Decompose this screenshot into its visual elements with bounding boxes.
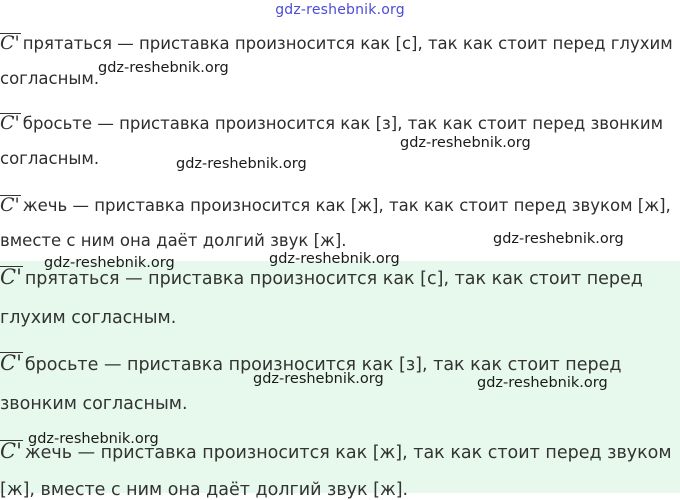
site-header: gdz-reshebnik.org — [275, 2, 405, 18]
entry-text-cont: вместе с ним она даёт долгий звук [ж]. — [0, 231, 347, 250]
entry-text: — приставка произносится как [ж], так как стоит перед звуком [ж], — [72, 196, 671, 215]
watermark: gdz-reshebnik.org — [28, 431, 159, 447]
entry-text-cont: согласным. — [0, 149, 100, 168]
watermark: gdz-reshebnik.org — [477, 375, 608, 391]
prefix-symbol: C' — [0, 265, 22, 289]
entry-text: — приставка произносится как [с], так как стоит перед — [125, 269, 643, 289]
prefix-symbol: C' — [0, 112, 20, 134]
entry-text-cont: звонким согласным. — [0, 394, 188, 414]
prefix-symbol: C' — [0, 32, 20, 54]
entry-text-cont: согласным. — [0, 69, 100, 88]
entry-word: бросьте — [22, 114, 93, 133]
prefix-symbol: C' — [0, 439, 22, 463]
watermark: gdz-reshebnik.org — [400, 135, 531, 151]
entry-text: — приставка произносится как [ж], так как стоит перед звуком — [77, 443, 672, 463]
watermark: gdz-reshebnik.org — [176, 156, 307, 172]
watermark: gdz-reshebnik.org — [44, 255, 175, 271]
entry-text: — приставка произносится как [з], так как стоит перед звонким — [97, 114, 664, 133]
watermark: gdz-reshebnik.org — [253, 371, 384, 387]
watermark: gdz-reshebnik.org — [269, 251, 400, 267]
entry-text: — приставка произносится как [с], так как стоит перед глухим — [117, 34, 673, 53]
entry-text-cont: [ж], вместе с ним она даёт долгий звук [ж]. — [0, 480, 409, 500]
entry-word: бросьте — [24, 355, 99, 375]
entry-word: прятаться — [22, 34, 113, 53]
entry-word: жечь — [24, 443, 73, 463]
watermark: gdz-reshebnik.org — [493, 231, 624, 247]
watermark: gdz-reshebnik.org — [98, 60, 229, 76]
entry-text-cont: глухим согласным. — [0, 308, 177, 328]
prefix-symbol: C' — [0, 194, 20, 216]
entry-text: — приставка произносится как [з], так как стоит перед — [103, 355, 622, 375]
prefix-symbol: C' — [0, 351, 22, 375]
entry-word: жечь — [22, 196, 68, 215]
entry-word: прятаться — [24, 269, 120, 289]
